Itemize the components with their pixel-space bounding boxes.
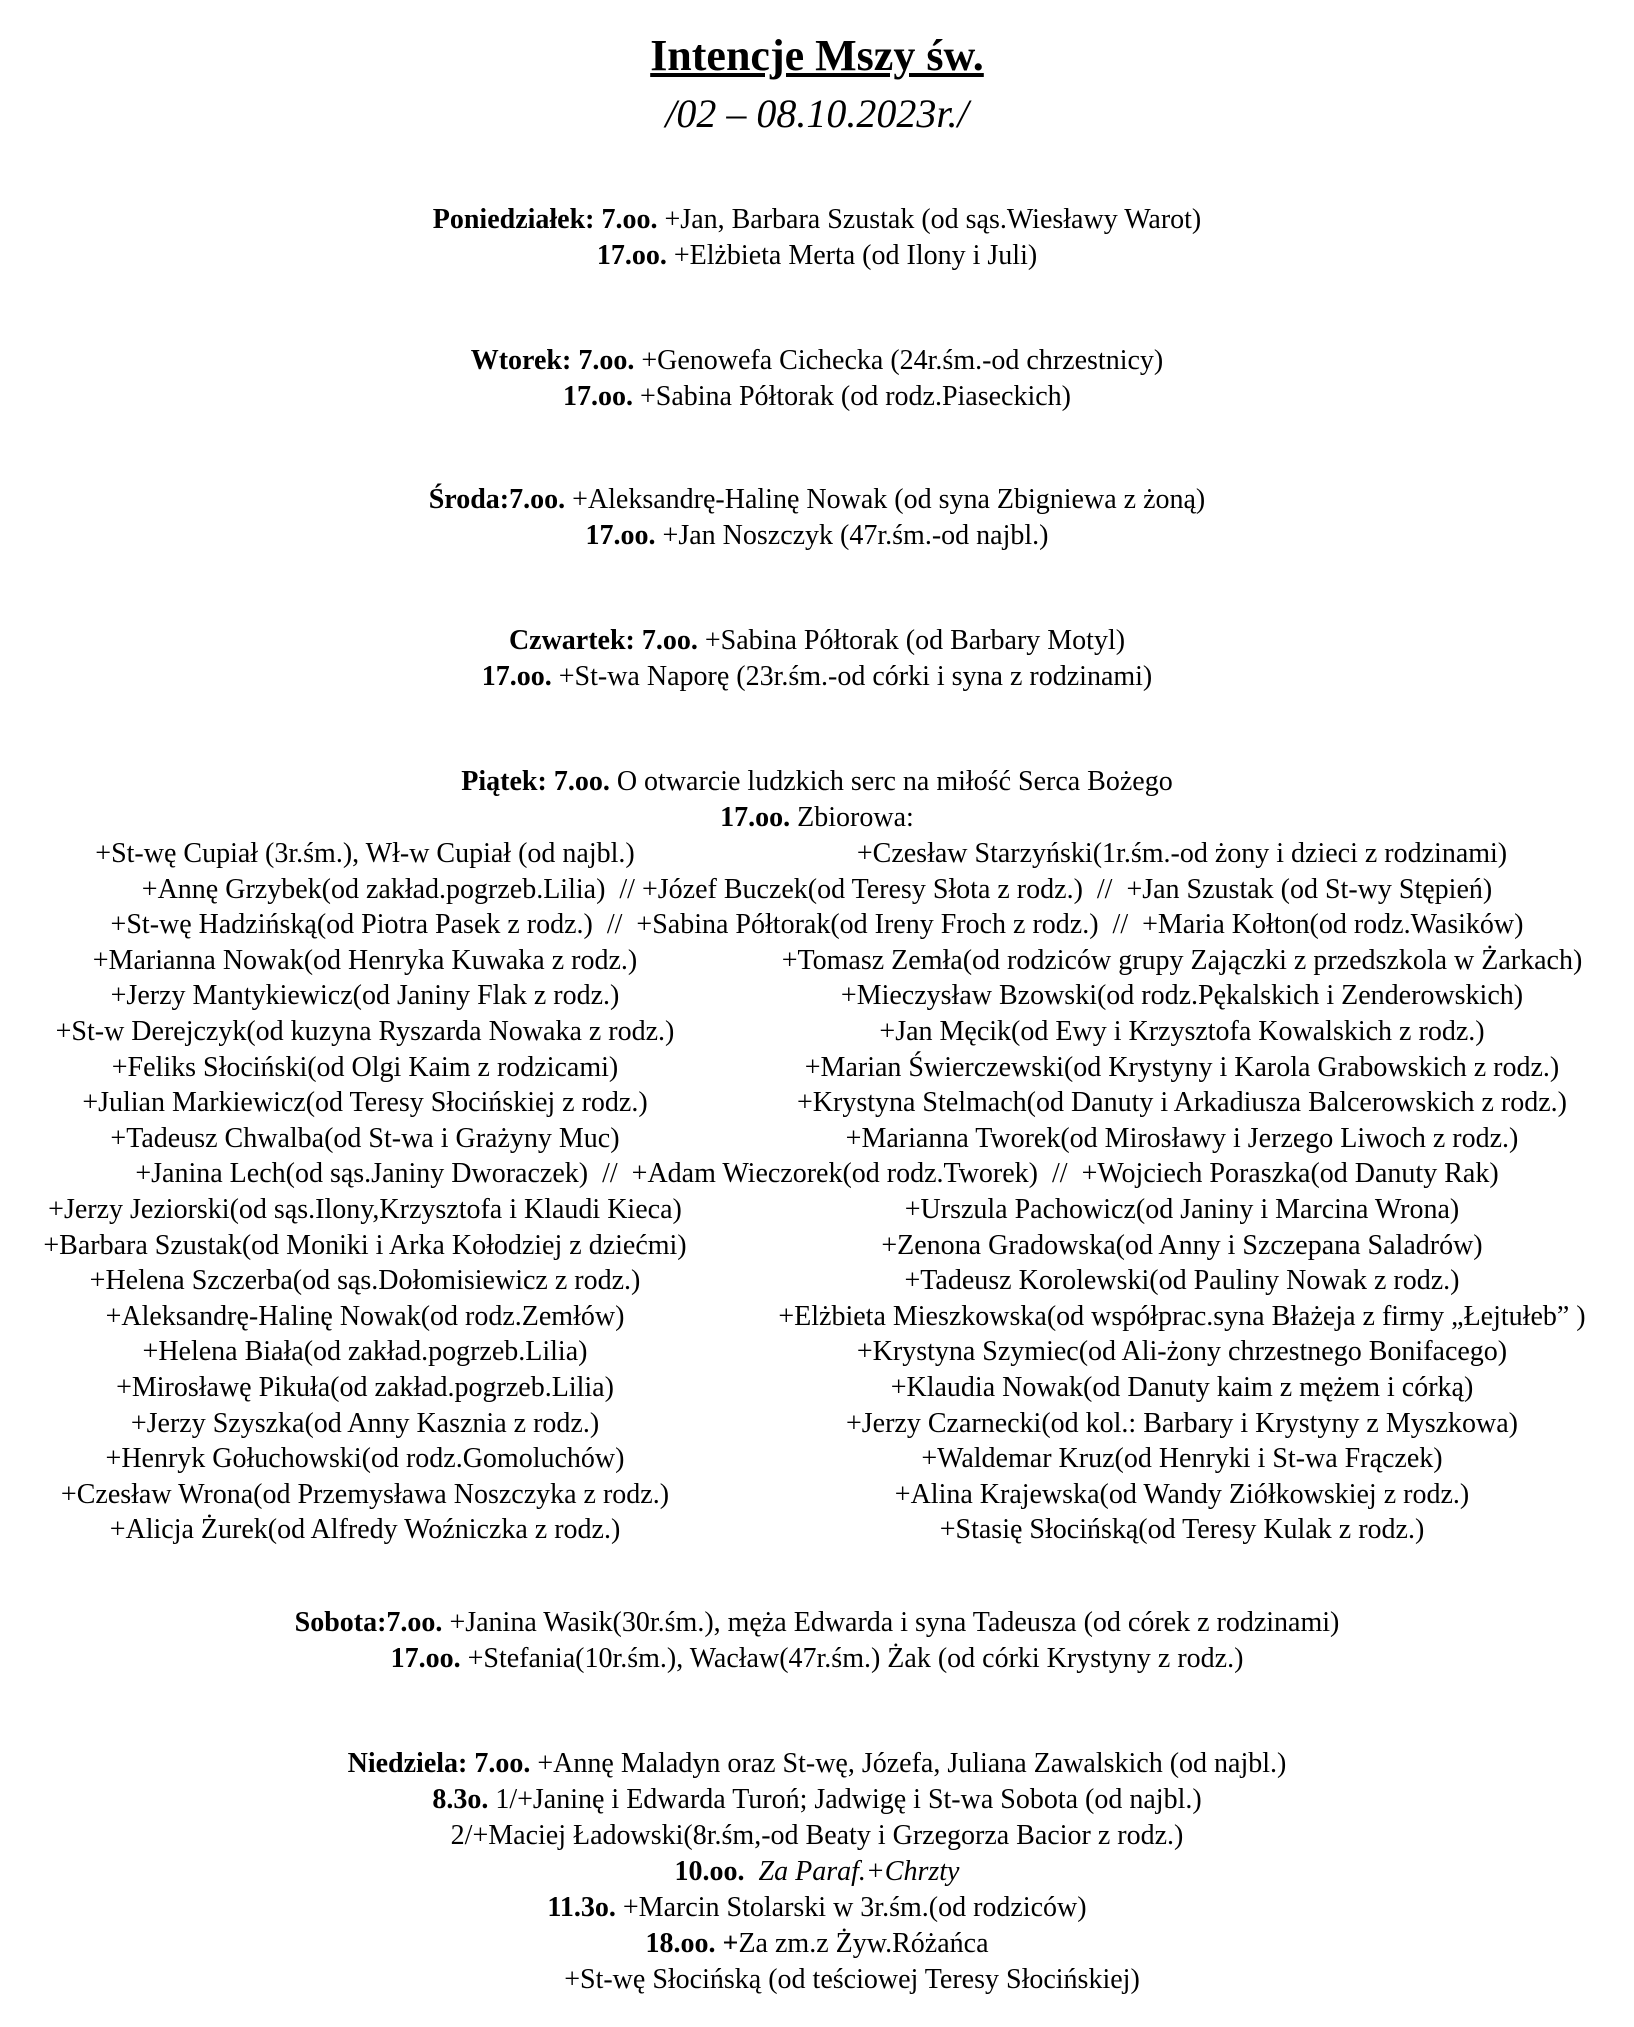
collective-intention-left: +Aleksandrę-Halinę Nowak(od rodz.Zemłów) xyxy=(105,1300,625,1332)
collective-intention: +St-wę Hadzińską(od Piotra Pasek z rodz.) // +Sabina Półtorak(od Ireny Froch z rodz.) // +Maria Kołton(od rodz.Wasików) xyxy=(110,909,1524,941)
collective-row xyxy=(0,836,1634,872)
intention: +Genowefa Cichecka (24r.śm.-od chrzestnicy) xyxy=(641,345,1164,376)
page-title: Intencje Mszy św. xyxy=(650,31,984,80)
intention: +Annę Maladyn oraz St-wę, Józefa, Juliana Zawalskich (od najbl.) xyxy=(537,1748,1287,1779)
intention: Za Paraf.+Chrzty xyxy=(758,1856,960,1887)
collective-row xyxy=(0,1050,1634,1086)
collective-intention-right: +Zenona Gradowska(od Anny i Szczepana Saladrów) xyxy=(881,1229,1483,1261)
collective-intention-right: +Jan Męcik(od Ewy i Krzysztofa Kowalskich z rodz.) xyxy=(879,1016,1485,1047)
wednesday-line-2 xyxy=(0,518,1634,554)
intention: +Sabina Półtorak (od rodz.Piaseckich) xyxy=(639,381,1072,412)
tuesday-line-2 xyxy=(0,379,1634,415)
collective-intention-left: +St-w Derejczyk(od kuzyna Ryszarda Nowaka z rodz.) xyxy=(55,1016,675,1047)
monday-line-1 xyxy=(0,202,1634,238)
sunday-line-5 xyxy=(0,1890,1634,1926)
mass-time: 10.oo. xyxy=(674,1856,745,1887)
mass-time: 7.oo. xyxy=(578,345,635,376)
intention: +St-wę Słocińską (od teściowej Teresy Słocińskiej) xyxy=(564,1964,1140,1995)
collective-row xyxy=(0,872,1634,908)
monday-line-2 xyxy=(0,238,1634,274)
saturday-line-2 xyxy=(0,1641,1634,1677)
mass-time: 17.oo. xyxy=(720,802,791,833)
collective-row xyxy=(0,1370,1634,1406)
mass-time: 17.oo. xyxy=(390,1643,461,1674)
collective-intention-left: +Czesław Wrona(od Przemysława Noszczyka z rodz.) xyxy=(60,1478,670,1510)
sunday-line-4 xyxy=(0,1854,1634,1890)
date-range: /02 – 08.10.2023r./ xyxy=(665,91,969,136)
mass-time: 7.oo. xyxy=(601,204,658,235)
collective-row xyxy=(0,1085,1634,1121)
collective-intention-right: +Tadeusz Korolewski(od Pauliny Nowak z rodz.) xyxy=(904,1265,1460,1297)
sunday-line-6 xyxy=(0,1926,1634,1962)
collective-intention-right: +Jerzy Czarnecki(od kol.: Barbary i Krystyny z Myszkowa) xyxy=(845,1407,1519,1439)
intention: Za zm.z Żyw.Różańca xyxy=(738,1928,989,1959)
collective-row xyxy=(0,1156,1634,1192)
plus-sign: + xyxy=(722,1928,739,1959)
collective-row xyxy=(0,978,1634,1014)
intention: Zbiorowa: xyxy=(797,802,914,833)
day-label: Czwartek: xyxy=(508,625,635,656)
collective-intention-left: +Feliks Słociński(od Olgi Kaim z rodzicami) xyxy=(111,1051,619,1083)
collective-row xyxy=(0,1441,1634,1477)
sunday-line-7 xyxy=(0,1962,1634,1998)
collective-intention-right: +Tomasz Zemła(od rodziców grupy Zajączki z przedszkola w Żarkach) xyxy=(781,944,1583,976)
collective-intention-left: +Helena Biała(od zakład.pogrzeb.Lilia) xyxy=(142,1336,588,1368)
collective-intention-left: +Tadeusz Chwalba(od St-wa i Grażyny Muc) xyxy=(110,1122,620,1154)
sunday-line-1 xyxy=(0,1746,1634,1782)
collective-intention-left: +Henryk Gołuchowski(od rodz.Gomoluchów) xyxy=(105,1443,625,1475)
thursday-line-1 xyxy=(0,623,1634,659)
collective-intention-right: +Czesław Starzyński(1r.śm.-od żony i dzieci z rodzinami) xyxy=(856,838,1508,869)
collective-row xyxy=(0,907,1634,943)
mass-time: 17.oo. xyxy=(585,520,656,551)
mass-time: 17.oo. xyxy=(481,661,552,692)
collective-intention-right: +Alina Krajewska(od Wandy Ziółkowskiej z rodz.) xyxy=(894,1478,1470,1510)
intention: +Marcin Stolarski w 3r.śm.(od rodziców) xyxy=(622,1892,1087,1923)
collective-intention-left: +Jerzy Mantykiewicz(od Janiny Flak z rodz.) xyxy=(110,980,620,1012)
mass-time: 18.oo. xyxy=(645,1928,716,1959)
collective-intention-right: +Marian Świerczewski(od Krystyny i Karola Grabowskich z rodz.) xyxy=(804,1051,1560,1083)
intention: O otwarcie ludzkich serc na miłość Serca Bożego xyxy=(616,766,1173,797)
collective-intention-right: +Mieczysław Bzowski(od rodz.Pękalskich i Zenderowskich) xyxy=(840,980,1524,1012)
thursday-line-2 xyxy=(0,659,1634,695)
collective-row xyxy=(0,1192,1634,1228)
intention: +Aleksandrę-Halinę Nowak (od syna Zbigniewa z żoną) xyxy=(572,484,1206,515)
day-label: Środa:7.oo. xyxy=(428,484,566,515)
collective-intention-left: +Jerzy Szyszka(od Anny Kasznia z rodz.) xyxy=(130,1407,600,1439)
collective-intention-left: +Jerzy Jeziorski(od sąs.Ilony,Krzysztofa i Klaudi Kieca) xyxy=(48,1194,682,1225)
collective-row xyxy=(0,1228,1634,1264)
wednesday-line-1 xyxy=(0,482,1634,518)
intention: +Jan, Barbara Szustak (od sąs.Wiesławy Warot) xyxy=(664,204,1202,235)
friday-line-1 xyxy=(0,764,1634,800)
day-label: Niedziela: xyxy=(347,1748,468,1779)
collective-intention-left: +Julian Markiewicz(od Teresy Słocińskiej z rodz.) xyxy=(82,1087,648,1119)
collective-intention-left: +Alicja Żurek(od Alfredy Woźniczka z rodz.) xyxy=(109,1514,621,1546)
collective-intention: +Janina Lech(od sąs.Janiny Dworaczek) // +Adam Wieczorek(od rodz.Tworek) // +Wojciech Poraszka(od Danuty Rak) xyxy=(135,1158,1499,1190)
collective-intention-left: +Marianna Nowak(od Henryka Kuwaka z rodz.) xyxy=(92,944,638,976)
mass-time: 17.oo. xyxy=(562,381,633,412)
collective-intention-left: +St-wę Cupiał (3r.śm.), Wł-w Cupiał (od najbl.) xyxy=(95,838,635,869)
collective-row xyxy=(0,1334,1634,1370)
day-label: Poniedziałek: xyxy=(432,204,595,235)
mass-time: 11.3o. xyxy=(547,1892,616,1923)
intention: 1/+Janinę i Edwarda Turoń; Jadwigę i St-wa Sobota (od najbl.) xyxy=(495,1784,1202,1815)
collective-intention-right: +Elżbieta Mieszkowska(od współprac.syna Błażeja z firmy „Łejtułeb” ) xyxy=(778,1300,1586,1332)
mass-time: 8.3o. xyxy=(432,1784,489,1815)
day-label: Wtorek: xyxy=(470,345,572,376)
day-label: Piątek: xyxy=(461,766,547,797)
intention: +Sabina Półtorak (od Barbary Motyl) xyxy=(704,625,1126,656)
collective-intention-right: +Klaudia Nowak(od Danuty kaim z mężem i córką) xyxy=(890,1372,1474,1403)
collective-row xyxy=(0,1263,1634,1299)
collective-row xyxy=(0,1014,1634,1050)
mass-time: 7.oo. xyxy=(553,766,610,797)
friday-line-2 xyxy=(0,800,1634,836)
collective-row xyxy=(0,1477,1634,1513)
saturday-line-1 xyxy=(0,1605,1634,1641)
intention: +Janina Wasik(30r.śm.), męża Edwarda i syna Tadeusza (od córek z rodzinami) xyxy=(449,1607,1340,1638)
intention: +Jan Noszczyk (47r.śm.-od najbl.) xyxy=(662,520,1049,551)
collective-intention-right: +Waldemar Kruz(od Henryki i St-wa Frączek) xyxy=(921,1443,1443,1475)
collective-row xyxy=(0,1406,1634,1442)
sunday-line-2 xyxy=(0,1782,1634,1818)
collective-intention-left: +Helena Szczerba(od sąs.Dołomisiewicz z rodz.) xyxy=(89,1265,641,1297)
collective-intention: +Annę Grzybek(od zakład.pogrzeb.Lilia) // +Józef Buczek(od Teresy Słota z rodz.) // +Jan Szustak (od St-wy Stępień) xyxy=(141,873,1493,905)
collective-intention-left: +Mirosławę Pikuła(od zakład.pogrzeb.Lilia) xyxy=(116,1372,614,1403)
collective-row xyxy=(0,1121,1634,1157)
intention: +St-wa Naporę (23r.śm.-od córki i syna z rodzinami) xyxy=(558,661,1153,692)
intention: +Stefania(10r.śm.), Wacław(47r.śm.) Żak (od córki Krystyny z rodz.) xyxy=(467,1643,1244,1674)
collective-intention-right: +Stasię Słocińską(od Teresy Kulak z rodz.) xyxy=(939,1514,1425,1546)
mass-time: 7.oo. xyxy=(641,625,698,656)
collective-row xyxy=(0,1512,1634,1548)
collective-intention-right: +Urszula Pachowicz(od Janiny i Marcina Wrona) xyxy=(904,1194,1460,1225)
tuesday-line-1 xyxy=(0,343,1634,379)
collective-row xyxy=(0,943,1634,979)
collective-row xyxy=(0,1299,1634,1335)
sunday-line-3 xyxy=(0,1818,1634,1854)
day-label: Sobota:7.oo. xyxy=(294,1607,443,1638)
collective-intention-right: +Krystyna Stelmach(od Danuty i Arkadiusza Balcerowskich z rodz.) xyxy=(796,1087,1567,1119)
intention: +Elżbieta Merta (od Ilony i Juli) xyxy=(673,240,1038,271)
mass-time: 17.oo. xyxy=(596,240,667,271)
collective-intention-right: +Marianna Tworek(od Mirosławy i Jerzego Liwoch z rodz.) xyxy=(845,1122,1519,1154)
mass-time: 7.oo. xyxy=(474,1748,531,1779)
intention: 2/+Maciej Ładowski(8r.śm,-od Beaty i Grzegorza Bacior z rodz.) xyxy=(450,1820,1184,1851)
collective-intention-right: +Krystyna Szymiec(od Ali-żony chrzestnego Bonifacego) xyxy=(856,1336,1508,1368)
collective-intention-left: +Barbara Szustak(od Moniki i Arka Kołodziej z dziećmi) xyxy=(43,1229,687,1261)
